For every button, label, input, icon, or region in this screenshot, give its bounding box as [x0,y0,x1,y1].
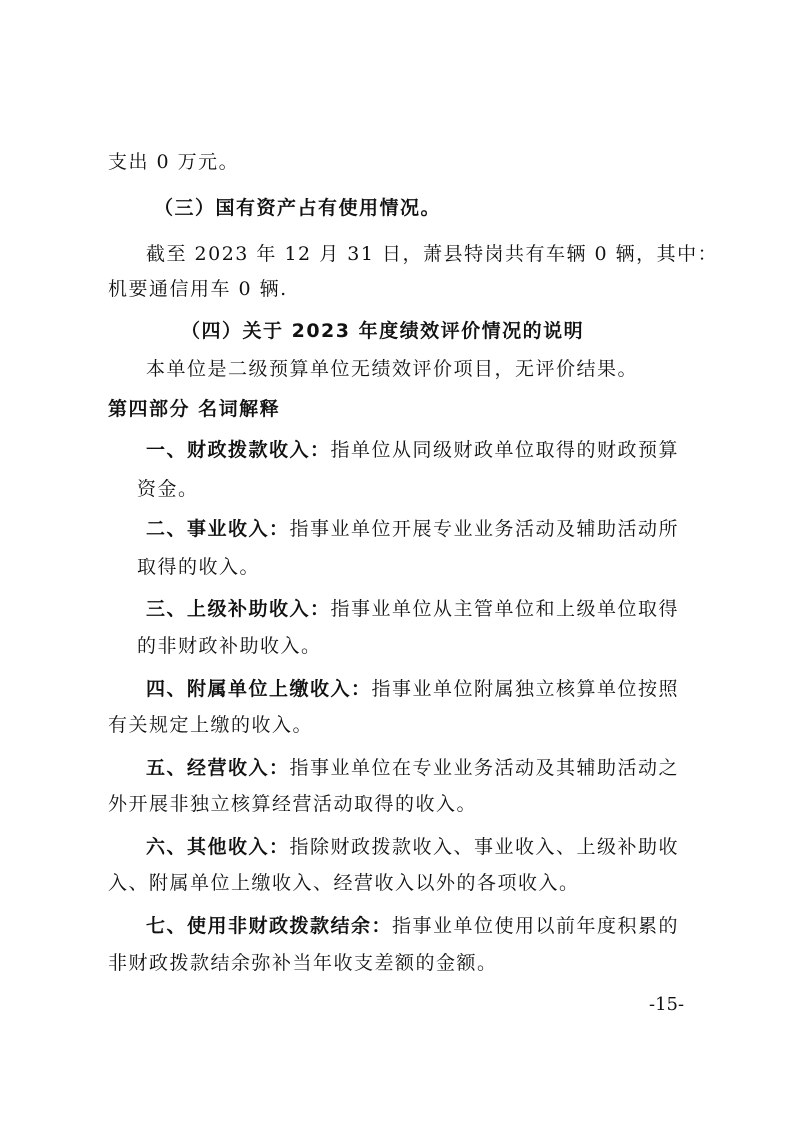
definition-item [146,834,679,860]
definition-item [146,755,679,781]
definition-item [146,913,679,939]
definition-text: 指事业单位使用以前年度积累的 [392,915,680,937]
definition-text-continuation: 取得的收入。 [137,556,261,578]
definition-term: 一、财政拨款收入： [146,439,331,461]
paragraph-continuation: 支出 0 万元。 [108,151,240,173]
definition-item [146,437,679,463]
part-heading-glossary: 第四部分 名词解释 [108,398,281,420]
definition-term: 四、附属单位上缴收入： [146,678,372,700]
definition-term: 六、其他收入： [146,836,290,858]
definition-text: 指事业单位附属独立核算单位按照 [371,678,680,700]
definition-text: 指单位从同级财政单位取得的财政预算 [330,439,680,461]
definition-text: 指事业单位开展专业业务活动及辅助活动所 [289,518,680,540]
definition-item [146,516,679,542]
definition-text-continuation: 有关规定上缴的收入。 [108,714,314,736]
paragraph-vehicles-line2: 机要通信用车 0 辆. [108,278,288,300]
definition-text: 指事业单位从主管单位和上级单位取得 [330,598,680,620]
definition-term: 三、上级补助收入： [146,598,331,620]
section-heading-assets: （三）国有资产占有使用情况。 [154,197,442,219]
definition-text-continuation: 资金。 [137,478,199,500]
definition-text-continuation: 的非财政补助收入。 [137,635,322,657]
definition-term: 五、经营收入： [146,757,290,779]
definition-term: 七、使用非财政拨款结余： [146,915,393,937]
definition-text-continuation: 外开展非独立核算经营活动取得的收入。 [108,793,478,815]
definition-text: 指除财政拨款收入、事业收入、上级补助收 [289,836,680,858]
paragraph-vehicles-line1: 截至 2023 年 12 月 31 日，萧县特岗共有车辆 0 辆，其中： [146,243,719,265]
definition-term: 二、事业收入： [146,518,290,540]
section-heading-performance: （四）关于 2023 年度绩效评价情况的说明 [181,320,585,342]
definition-text: 指事业单位在专业业务活动及其辅助活动之 [289,757,680,779]
definition-text-continuation: 入、附属单位上缴收入、经营收入以外的各项收入。 [108,872,580,894]
definition-text-continuation: 非财政拨款结余弥补当年收支差额的金额。 [108,952,498,974]
definition-item [146,676,679,702]
page-number: -15- [649,994,685,1015]
definition-item [146,596,679,622]
paragraph-performance: 本单位是二级预算单位无绩效评价项目，无评价结果。 [146,358,639,380]
